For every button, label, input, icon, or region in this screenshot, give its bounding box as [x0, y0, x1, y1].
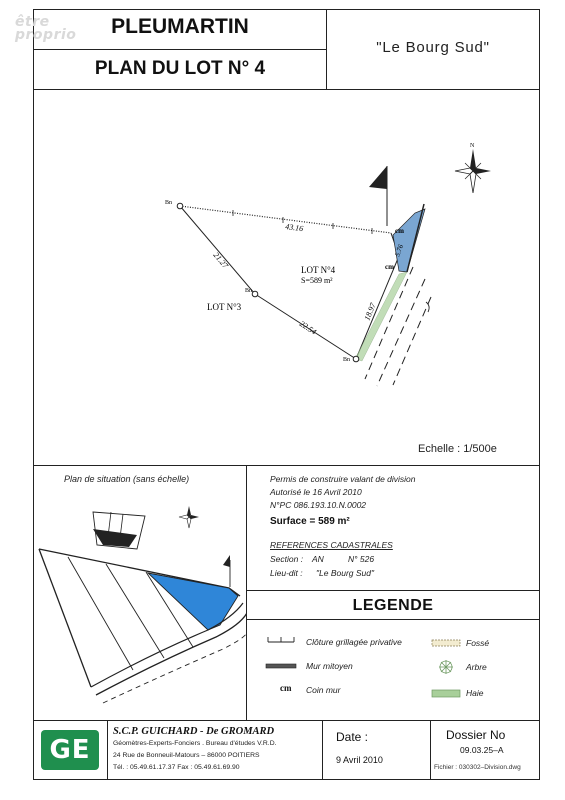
lot-highlight [148, 573, 238, 630]
dim-top: 43.16 [284, 222, 304, 234]
legend-title: LEGENDE [352, 597, 434, 614]
corner-cm-1: cm [395, 227, 404, 235]
firm-line3: Tél. : 05.49.61.17.37 Fax : 05.49.61.69.90 [113, 764, 240, 771]
dossier-value: 09.03.25–A [460, 745, 504, 755]
company-logo [41, 730, 99, 770]
legend-item-fence: Clôture grillagée privative [306, 637, 402, 647]
legend-item-ditch: Fossé [466, 638, 490, 648]
wall-symbol-icon [266, 664, 296, 668]
tree-symbol-icon [439, 660, 453, 674]
dim-right-lower: 18.97 [362, 301, 378, 322]
permit-surface: Surface = 589 m² [270, 516, 350, 527]
firm-line1: Géomètres-Experts-Fonciers . Bureau d'études V.R.D. [113, 740, 277, 747]
legend-item-wall: Mur mitoyen [306, 661, 353, 671]
cadastral-title: REFERENCES CADASTRALES [270, 540, 393, 550]
lot3-label: LOT N°3 [207, 302, 242, 312]
legend-item-hedge: Haie [466, 688, 484, 698]
parcel-number: N° 526 [348, 554, 375, 564]
fence-symbol-icon [268, 637, 294, 642]
plan-title: PLAN DU LOT N° 4 [94, 58, 266, 79]
permit-line2: Autorisé le 16 Avril 2010 [270, 487, 362, 497]
commune-title: PLEUMARTIN [111, 15, 249, 38]
watermark-etre-proprio: être proprio [15, 14, 77, 43]
legend-item-tree: Arbre [466, 662, 487, 672]
dim-left-lower: 22.54 [297, 319, 318, 337]
corner-cm-2: cm [385, 263, 394, 271]
svg-text:N: N [470, 143, 475, 149]
dim-right-upper: 5.76 [393, 243, 406, 258]
situation-title: Plan de situation (sans échelle) [64, 474, 190, 484]
date-value: 9 Avril 2010 [336, 755, 383, 765]
footer-divider-1 [107, 720, 108, 780]
section-label: Section : [270, 554, 304, 564]
lot-plan-drawing [33, 89, 540, 466]
dossier-label: Dossier No [446, 728, 506, 742]
ditch-symbol-icon [432, 640, 460, 646]
situation-compass-icon [179, 506, 199, 528]
lot4-label: LOT N°4 [301, 265, 336, 275]
permit-line3: N°PC 086.193.10.N.0002 [270, 500, 367, 510]
company-logo-text: GE [49, 735, 91, 765]
firm-name: S.C.P. GUICHARD - De GROMARD [113, 726, 275, 737]
marker-label-3: Bn [343, 357, 351, 363]
north-arrow-icon [455, 143, 491, 193]
lieu-dit-value: "Le Bourg Sud" [316, 568, 375, 578]
situation-map [33, 465, 247, 721]
section-value: AN [312, 554, 324, 564]
legend-symbols [246, 620, 540, 720]
date-label: Date : [336, 730, 369, 744]
dim-left-upper: 21.27 [211, 250, 230, 271]
legend-coin-symbol: cm [280, 683, 292, 693]
fichier-name: Fichier : 030302–Division.dwg [434, 764, 521, 771]
header-divider [33, 49, 327, 50]
lieu-dit-label: Lieu-dit : [270, 568, 303, 578]
situation-building [93, 512, 145, 549]
footer-divider-2 [322, 720, 323, 780]
marker-label-2: Bn [245, 288, 253, 294]
orientation-flag-icon [369, 166, 387, 226]
legend-item-corner: Coin mur [306, 685, 341, 695]
marker-label-1: Bn [165, 200, 173, 206]
lot4-surface: S=589 m² [301, 276, 333, 285]
hedge-symbol-icon [432, 690, 460, 697]
permit-line1: Permis de construire valant de division [270, 474, 416, 484]
scale-label: Echelle : 1/500e [418, 443, 497, 455]
firm-line2: 24 Rue de Bonneuil-Matours – 86000 POITIERS [113, 752, 260, 759]
footer-divider-3 [430, 720, 431, 780]
lieu-dit-header: "Le Bourg Sud" [376, 39, 490, 56]
